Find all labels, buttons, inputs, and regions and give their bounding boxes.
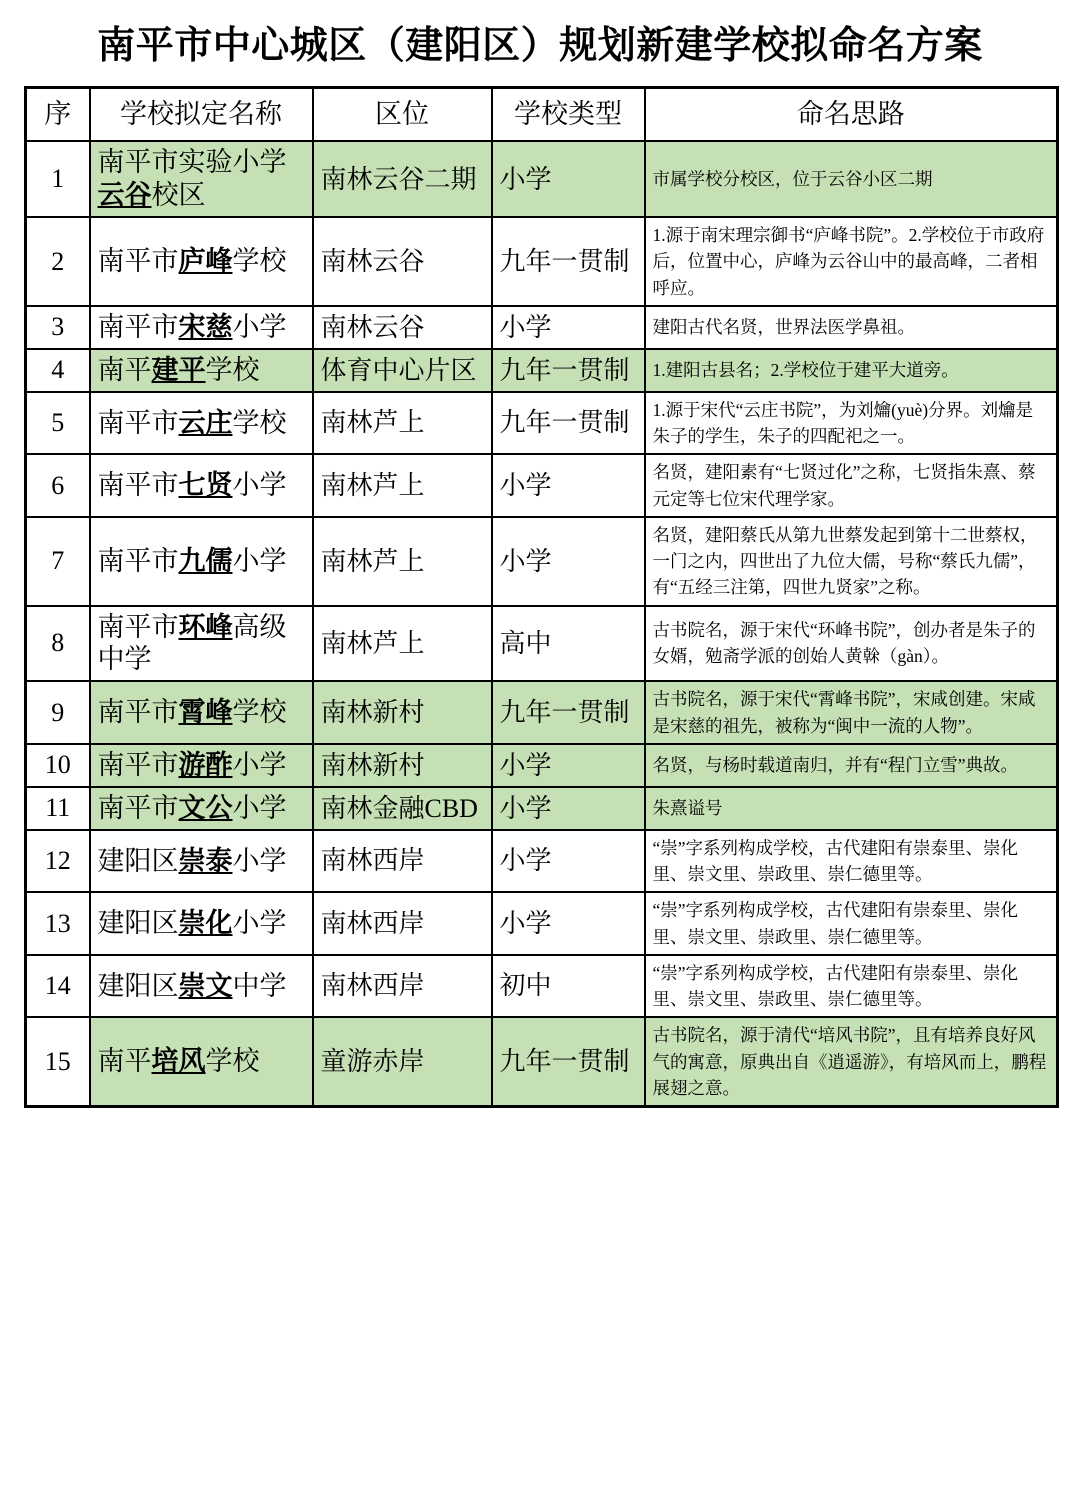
school-name-keyword: 崇文 (178, 970, 233, 1001)
cell-index: 11 (26, 787, 90, 830)
school-name-suffix: 小学 (232, 545, 287, 576)
cell-school-type: 小学 (492, 787, 645, 830)
school-naming-table (24, 86, 1059, 1108)
cell-index: 5 (26, 392, 90, 455)
cell-school-name (90, 606, 313, 682)
school-name-prefix: 南平市 (97, 545, 179, 576)
cell-location: 南林新村 (313, 744, 492, 787)
table-row (26, 349, 1058, 392)
table-header (26, 87, 1058, 141)
cell-rationale: 名贤，建阳素有“七贤过化”之称，七贤指朱熹、蔡元定等七位宋代理学家。 (645, 454, 1058, 517)
school-name-prefix: 南平市 (97, 470, 179, 501)
school-name-suffix: 学校 (205, 1046, 260, 1077)
table-row (26, 955, 1058, 1018)
cell-school-type: 小学 (492, 454, 645, 517)
cell-school-type: 小学 (492, 892, 645, 955)
cell-index: 14 (26, 955, 90, 1018)
cell-location: 南林西岸 (313, 830, 492, 893)
cell-school-type: 小学 (492, 830, 645, 893)
school-name-keyword: 文公 (178, 792, 233, 823)
school-name-keyword: 云庄 (178, 407, 233, 438)
school-name-keyword: 崇泰 (178, 845, 233, 876)
cell-school-name (90, 454, 313, 517)
cell-school-name (90, 349, 313, 392)
header-row (26, 87, 1058, 141)
cell-school-name (90, 217, 313, 306)
table-row (26, 830, 1058, 893)
school-name-prefix: 南平市 (97, 407, 179, 438)
cell-index: 4 (26, 349, 90, 392)
cell-rationale: 朱熹谥号 (645, 787, 1058, 830)
column-header-type: 学校类型 (492, 87, 645, 141)
school-name-suffix: 小学 (232, 470, 287, 501)
table-row (26, 392, 1058, 455)
cell-location: 南林金融CBD (313, 787, 492, 830)
school-name-suffix: 学校 (232, 407, 287, 438)
school-name-prefix: 建阳区 (97, 845, 179, 876)
school-name-prefix: 南平 (97, 1046, 152, 1077)
cell-rationale: 古书院名，源于宋代“环峰书院”，创办者是朱子的女婿，勉斋学派的创始人黄榦（gàn）。 (645, 606, 1058, 682)
cell-rationale: 古书院名，源于宋代“霄峰书院”，宋咸创建。宋咸是宋慈的祖先，被称为“闽中一流的人物”。 (645, 681, 1058, 744)
school-name-suffix: 小学 (232, 908, 287, 939)
cell-school-type: 九年一贯制 (492, 1017, 645, 1106)
cell-school-type: 九年一贯制 (492, 392, 645, 455)
cell-index: 12 (26, 830, 90, 893)
cell-school-name (90, 392, 313, 455)
school-name-suffix: 校区 (151, 180, 206, 211)
table-row (26, 892, 1058, 955)
column-header-rationale: 命名思路 (645, 87, 1058, 141)
cell-school-type: 九年一贯制 (492, 349, 645, 392)
table-row (26, 1017, 1058, 1106)
cell-school-name (90, 306, 313, 349)
table-row (26, 517, 1058, 606)
school-name-keyword: 庐峰 (178, 246, 233, 277)
cell-rationale: “崇”字系列构成学校，古代建阳有崇泰里、崇化里、崇文里、崇政里、崇仁德里等。 (645, 830, 1058, 893)
page-title: 南平市中心城区（建阳区）规划新建学校拟命名方案 (97, 25, 983, 67)
cell-rationale: “崇”字系列构成学校，古代建阳有崇泰里、崇化里、崇文里、崇政里、崇仁德里等。 (645, 955, 1058, 1018)
cell-school-name (90, 892, 313, 955)
table-row (26, 681, 1058, 744)
school-name-suffix: 学校 (232, 697, 287, 728)
school-name-prefix: 南平市 (97, 749, 179, 780)
school-name-suffix: 小学 (232, 311, 287, 342)
table-body (26, 141, 1058, 1106)
school-name-prefix: 南平市 (97, 792, 179, 823)
cell-index: 13 (26, 892, 90, 955)
cell-index: 6 (26, 454, 90, 517)
cell-rationale: 名贤，建阳蔡氏从第九世蔡发起到第十二世蔡权，一门之内，四世出了九位大儒，号称“蔡氏九儒”，有“五经三注第，四世九贤家”之称。 (645, 517, 1058, 606)
cell-rationale: 1.建阳古县名；2.学校位于建平大道旁。 (645, 349, 1058, 392)
school-name-prefix: 南平市 (97, 246, 179, 277)
cell-location: 南林芦上 (313, 454, 492, 517)
cell-rationale: 名贤，与杨时载道南归，并有“程门立雪”典故。 (645, 744, 1058, 787)
table-row (26, 787, 1058, 830)
table-row (26, 306, 1058, 349)
table-row (26, 217, 1058, 306)
table-container (24, 86, 1056, 1108)
column-header-index: 序 (26, 87, 90, 141)
school-name-suffix: 高级中学 (97, 611, 287, 675)
table-row (26, 744, 1058, 787)
table-row (26, 454, 1058, 517)
cell-school-name (90, 141, 313, 217)
cell-school-type: 九年一贯制 (492, 681, 645, 744)
column-header-location: 区位 (313, 87, 492, 141)
school-name-keyword: 七贤 (178, 470, 233, 501)
cell-location: 南林云谷 (313, 306, 492, 349)
cell-location: 南林云谷二期 (313, 141, 492, 217)
school-name-keyword: 游酢 (178, 749, 233, 780)
cell-school-type: 高中 (492, 606, 645, 682)
school-name-prefix: 南平市 (97, 311, 179, 342)
cell-location: 南林西岸 (313, 892, 492, 955)
school-name-prefix: 建阳区 (97, 970, 179, 1001)
cell-index: 10 (26, 744, 90, 787)
school-name-suffix: 学校 (205, 354, 260, 385)
cell-school-type: 小学 (492, 744, 645, 787)
school-name-prefix: 南平市 (97, 697, 179, 728)
school-name-keyword: 霄峰 (178, 697, 233, 728)
cell-school-name (90, 1017, 313, 1106)
cell-school-type: 小学 (492, 517, 645, 606)
school-name-keyword: 崇化 (178, 908, 233, 939)
cell-index: 7 (26, 517, 90, 606)
school-name-suffix: 小学 (232, 749, 287, 780)
school-name-keyword: 宋慈 (178, 311, 233, 342)
cell-school-name (90, 681, 313, 744)
cell-school-type: 小学 (492, 141, 645, 217)
cell-location: 南林西岸 (313, 955, 492, 1018)
cell-rationale: 市属学校分校区，位于云谷小区二期 (645, 141, 1058, 217)
cell-location: 体育中心片区 (313, 349, 492, 392)
table-row (26, 606, 1058, 682)
cell-index: 15 (26, 1017, 90, 1106)
school-name-suffix: 学校 (232, 246, 287, 277)
cell-location: 南林新村 (313, 681, 492, 744)
school-name-keyword: 云谷 (97, 180, 152, 211)
cell-index: 9 (26, 681, 90, 744)
cell-school-type: 小学 (492, 306, 645, 349)
cell-school-type: 初中 (492, 955, 645, 1018)
cell-school-name (90, 830, 313, 893)
school-name-suffix: 中学 (232, 970, 287, 1001)
school-name-keyword: 培风 (151, 1046, 206, 1077)
cell-school-name (90, 744, 313, 787)
school-name-keyword: 建平 (151, 354, 206, 385)
cell-school-name (90, 787, 313, 830)
cell-location: 南林芦上 (313, 606, 492, 682)
school-name-suffix: 小学 (232, 792, 287, 823)
cell-location: 南林芦上 (313, 517, 492, 606)
column-header-name: 学校拟定名称 (90, 87, 313, 141)
school-name-prefix: 南平 (97, 354, 152, 385)
school-name-prefix: 南平市实验小学 (97, 147, 287, 178)
cell-index: 1 (26, 141, 90, 217)
cell-rationale: 古书院名，源于清代“培风书院”，且有培养良好风气的寓意，原典出自《逍遥游》，有培风而上，鹏程展翅之意。 (645, 1017, 1058, 1106)
cell-rationale: 1.源于南宋理宗御书“庐峰书院”。2.学校位于市政府后，位置中心，庐峰为云谷山中的最高峰，二者相呼应。 (645, 217, 1058, 306)
cell-rationale: “崇”字系列构成学校，古代建阳有崇泰里、崇化里、崇文里、崇政里、崇仁德里等。 (645, 892, 1058, 955)
school-name-prefix: 建阳区 (97, 908, 179, 939)
school-name-suffix: 小学 (232, 845, 287, 876)
cell-location: 童游赤岸 (313, 1017, 492, 1106)
school-name-keyword: 环峰 (178, 611, 233, 642)
cell-school-name (90, 955, 313, 1018)
cell-school-name (90, 517, 313, 606)
table-row (26, 141, 1058, 217)
school-name-prefix: 南平市 (97, 611, 179, 642)
school-name-keyword: 九儒 (178, 545, 233, 576)
cell-rationale: 1.源于宋代“云庄书院”，为刘爚(yuè)分界。刘爚是朱子的学生，朱子的四配祀之一。 (645, 392, 1058, 455)
cell-index: 8 (26, 606, 90, 682)
cell-rationale: 建阳古代名贤，世界法医学鼻祖。 (645, 306, 1058, 349)
cell-index: 3 (26, 306, 90, 349)
cell-index: 2 (26, 217, 90, 306)
cell-location: 南林云谷 (313, 217, 492, 306)
cell-school-type: 九年一贯制 (492, 217, 645, 306)
cell-location: 南林芦上 (313, 392, 492, 455)
